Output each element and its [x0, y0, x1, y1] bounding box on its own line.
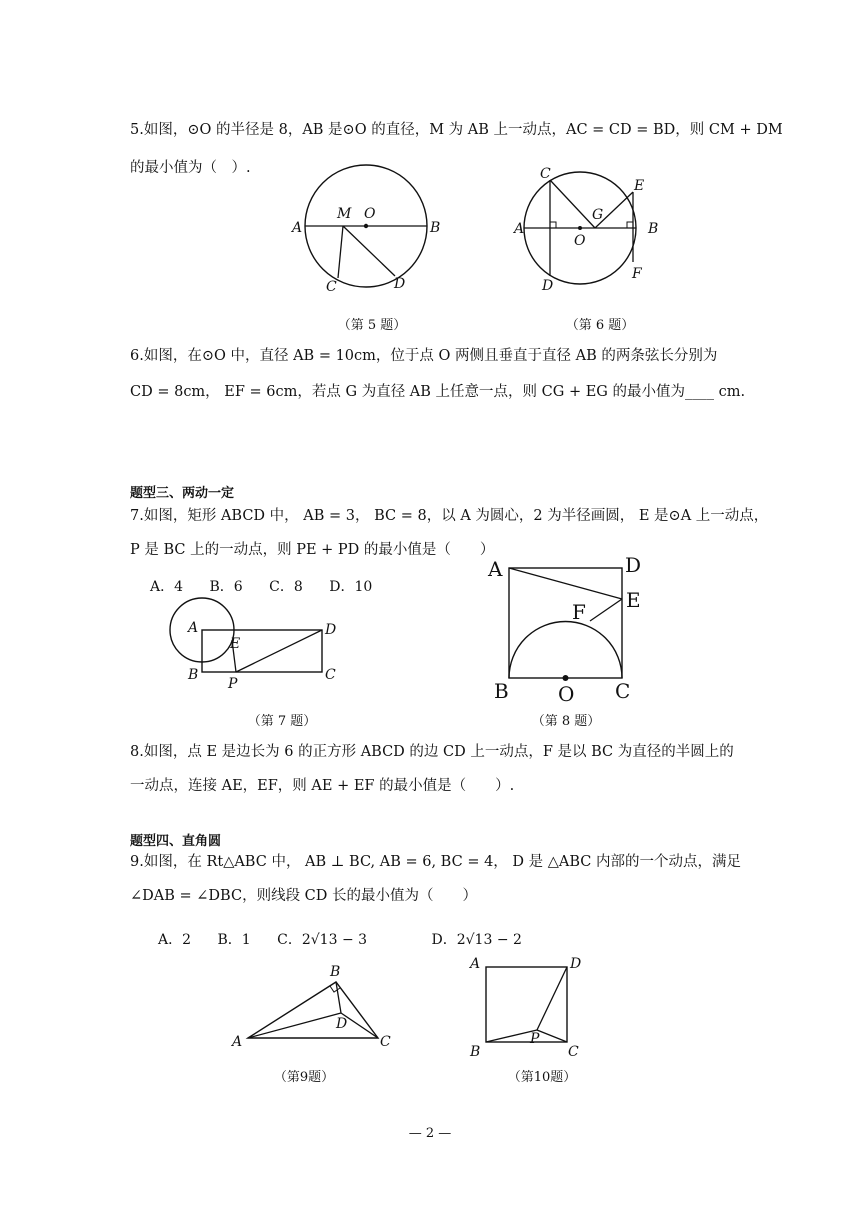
q9-option-d[interactable]: D．2√13 − 2	[431, 932, 522, 948]
label-A: A	[488, 557, 503, 581]
figure-7	[180, 598, 350, 698]
q9-line1: 9.如图，在 Rt△ABC 中， AB ⊥ BC, AB = 6, BC = 4， D 是 △ABC 内部的一个动点，满足	[130, 854, 742, 870]
q9-line2: ∠DAB = ∠DBC，则线段 CD 长的最小值为（ ）	[130, 888, 478, 904]
q7-option-a[interactable]: A．4	[150, 579, 184, 595]
label-E: E	[634, 178, 645, 194]
section-heading-4: 题型四、直角圆	[130, 834, 222, 849]
q9-option-b[interactable]: B．1	[217, 932, 251, 948]
q9-option-c[interactable]: C．2√13 − 3	[277, 932, 368, 948]
label-E: E	[230, 636, 241, 652]
label-A: A	[514, 221, 525, 237]
label-D: D	[542, 278, 554, 294]
label-C: C	[615, 679, 631, 703]
q6-line1: 6.如图，在⊙O 中，直径 AB = 10cm，位于点 O 两侧且垂直于直径 AB 的两条弦长分别为	[130, 348, 718, 364]
label-C: C	[325, 667, 336, 683]
figure-6	[510, 162, 670, 302]
label-O: O	[574, 233, 586, 249]
label-D: D	[325, 622, 337, 638]
label-D: D	[625, 553, 642, 577]
q8-line2: 一动点，连接 AE，EF，则 AE + EF 的最小值是（ ）.	[130, 778, 515, 794]
label-B: B	[494, 679, 509, 703]
q6-line2: CD = 8cm， EF = 6cm，若点 G 为直径 AB 上任意一点，则 CG + EG 的最小值为____ cm.	[130, 384, 746, 400]
label-G: G	[592, 207, 604, 223]
label-F: F	[572, 600, 586, 624]
label-B: B	[188, 667, 199, 683]
label-B: B	[470, 1044, 481, 1060]
caption-8: （第 8 题）	[531, 714, 601, 729]
caption-9: （第9题）	[273, 1070, 335, 1085]
label-A: A	[232, 1034, 243, 1050]
label-F: F	[632, 266, 642, 282]
label-A: A	[470, 956, 481, 972]
label-A: A	[188, 620, 199, 636]
label-C: C	[568, 1044, 579, 1060]
label-P: P	[228, 676, 238, 692]
q9-options	[158, 929, 544, 949]
caption-6: （第 6 题）	[565, 318, 635, 333]
label-D: D	[570, 956, 582, 972]
label-C: C	[540, 166, 551, 182]
label-M: M	[337, 206, 352, 222]
label-D: D	[394, 276, 406, 292]
label-C: C	[326, 279, 337, 295]
figure-5	[280, 180, 450, 300]
q7-option-b[interactable]: B．6	[209, 579, 243, 595]
q7-line2: P 是 BC 上的一动点，则 PE + PD 的最小值是（ ）	[130, 542, 495, 558]
figure-9	[228, 958, 398, 1058]
q7-option-d[interactable]: D．10	[329, 579, 373, 595]
label-B: B	[430, 220, 441, 236]
figure-8	[480, 555, 660, 705]
q5-line2: 的最小值为（ ）.	[130, 160, 251, 176]
label-A: A	[292, 220, 303, 236]
label-C: C	[380, 1034, 391, 1050]
figure-10	[466, 950, 596, 1065]
label-P: P	[530, 1031, 540, 1047]
label-O: O	[364, 206, 376, 222]
label-B: B	[330, 964, 341, 980]
page-number: — 2 —	[408, 1126, 452, 1141]
q7-line1: 7.如图，矩形 ABCD 中， AB = 3， BC = 8，以 A 为圆心，2 为半径画圆， E 是⊙A 上一动点，	[130, 508, 769, 524]
q9-option-a[interactable]: A．2	[158, 932, 192, 948]
q5-line1: 5.如图，⊙O 的半径是 8，AB 是⊙O 的直径，M 为 AB 上一动点，AC = CD = BD，则 CM + DM	[130, 122, 783, 138]
q7-option-c[interactable]: C．8	[269, 579, 303, 595]
caption-10: （第10题）	[507, 1070, 577, 1085]
caption-7: （第 7 题）	[247, 714, 317, 729]
label-D: D	[336, 1016, 348, 1032]
q8-line1: 8.如图，点 E 是边长为 6 的正方形 ABCD 的边 CD 上一动点，F 是以 BC 为直径的半圆上的	[130, 744, 734, 760]
label-O: O	[558, 682, 575, 706]
caption-5: （第 5 题）	[337, 318, 407, 333]
label-B: B	[648, 221, 659, 237]
section-heading-3: 题型三、两动一定	[130, 486, 235, 501]
q7-options	[150, 576, 394, 596]
label-E: E	[626, 588, 641, 612]
